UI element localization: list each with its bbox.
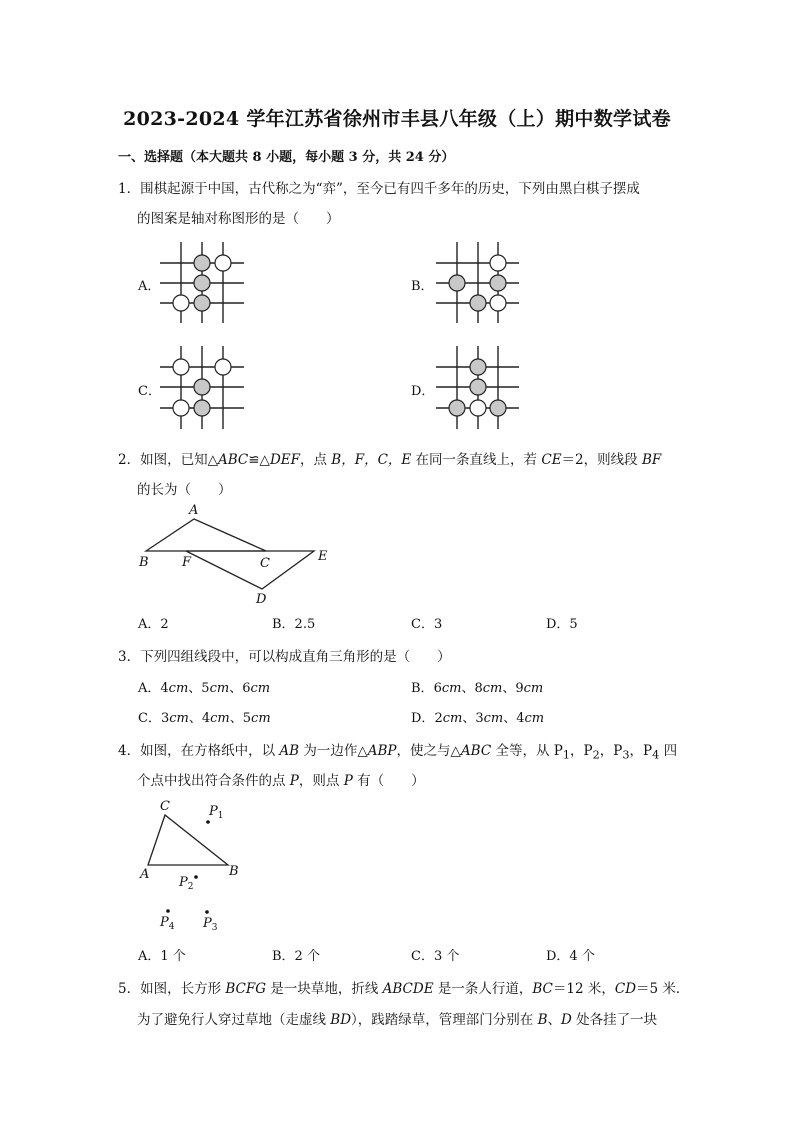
q3-stem: 3．下列四组线段中，可以构成直角三角形的是（ ）	[118, 649, 451, 665]
stone-black	[194, 275, 210, 291]
stone-white	[215, 255, 231, 271]
q4-point-p4	[166, 909, 170, 913]
stone-black	[194, 379, 210, 395]
q4-option-d: D．4 个	[546, 949, 595, 964]
q4-point-p1	[206, 820, 210, 824]
stone-black	[449, 275, 465, 291]
q5-stem-line1: 5．如图，长方形 BCFG 是一块草地，折线 ABCDE 是一条人行道，BC＝12 米，CD＝5 米．	[118, 981, 690, 997]
stone-white	[470, 400, 486, 416]
q3-option-b: B．6cm、8cm、9cm	[411, 681, 544, 696]
q2-option-b: B．2.5	[272, 617, 316, 632]
q2-triangle-figure	[146, 519, 314, 589]
q4-label-p4: $P_4$	[160, 915, 175, 932]
q1-option-c-label: C．	[138, 384, 161, 399]
stone-white	[173, 359, 189, 375]
q2-label-a: A	[189, 503, 199, 518]
q1-option-a-label: A．	[138, 279, 161, 294]
q3-option-c: C．3cm、4cm、5cm	[138, 711, 271, 726]
stone-black	[470, 295, 486, 311]
q4-label-c: C	[160, 799, 170, 814]
page-title: 2023-2024 学年江苏省徐州市丰县八年级（上）期中数学试卷	[123, 108, 671, 130]
stone-black	[194, 400, 210, 416]
q2-label-f: F	[182, 555, 192, 570]
section-heading: 一、选择题（本大题共 8 小题，每小题 3 分，共 24 分）	[118, 150, 455, 165]
stone-white	[173, 400, 189, 416]
q2-stem-line1: 2．如图，已知△ABC≌△DEF，点 B，F，C，E 在同一条直线上，若 CE＝2，则线段 BF	[118, 452, 662, 468]
q2-stem-line2: 的长为（ ）	[137, 482, 232, 498]
stone-black	[194, 295, 210, 311]
q2-option-a: A．2	[138, 617, 169, 632]
stone-white	[215, 359, 231, 375]
q2-label-d: D	[256, 592, 267, 607]
stone-black	[449, 400, 465, 416]
stone-black	[490, 400, 506, 416]
q4-stem-line1: 4．如图，在方格纸中，以 AB 为一边作△ABP，使之与△ABC 全等，从 $P_1$，$P_2$，$P_3$，$P_4$ 四	[118, 743, 678, 762]
q4-option-a: A．1 个	[138, 949, 186, 964]
q4-stem-line2: 个点中找出符合条件的点 P，则点 P 有（ ）	[137, 773, 425, 789]
q1-option-d-label: D．	[411, 384, 435, 399]
q2-option-d: D．5	[546, 617, 578, 632]
q2-option-c: C．3	[411, 617, 443, 632]
stone-white	[490, 255, 506, 271]
q4-label-p2: $P_2$	[179, 875, 194, 892]
q4-option-b: B．2 个	[272, 949, 320, 964]
stone-black	[194, 255, 210, 271]
stone-black	[470, 379, 486, 395]
q4-triangle-figure	[148, 815, 228, 865]
q4-label-p1: $P_1$	[209, 804, 224, 821]
q4-label-p3: $P_3$	[203, 916, 218, 933]
q4-point-p2	[194, 875, 198, 879]
q4-label-a: A	[140, 867, 150, 882]
q4-label-b: B	[229, 864, 239, 879]
q2-label-e: E	[318, 549, 328, 564]
q1-stem-line1: 1．围棋起源于中国，古代称之为“弈”，至今已有四千多年的历史，下列由黑白棋子摆成	[118, 181, 640, 197]
stone-white	[173, 295, 189, 311]
q1-option-b-label: B．	[411, 279, 434, 294]
q5-stem-line2: 为了避免行人穿过草地（走虚线 BD），践踏绿草，管理部门分别在 B、D 处各挂了一块	[137, 1012, 658, 1028]
q2-label-c: C	[260, 556, 270, 571]
q4-option-c: C．3 个	[411, 949, 460, 964]
q3-option-d: D．2cm、3cm、4cm	[411, 711, 545, 726]
stone-black	[470, 359, 486, 375]
stone-black	[490, 275, 506, 291]
stone-white	[490, 295, 506, 311]
q3-option-a: A．4cm、5cm、6cm	[138, 681, 271, 696]
q1-stem-line2: 的图案是轴对称图形的是（ ）	[137, 211, 340, 227]
q4-point-p3	[205, 910, 209, 914]
q2-label-b: B	[139, 555, 149, 570]
